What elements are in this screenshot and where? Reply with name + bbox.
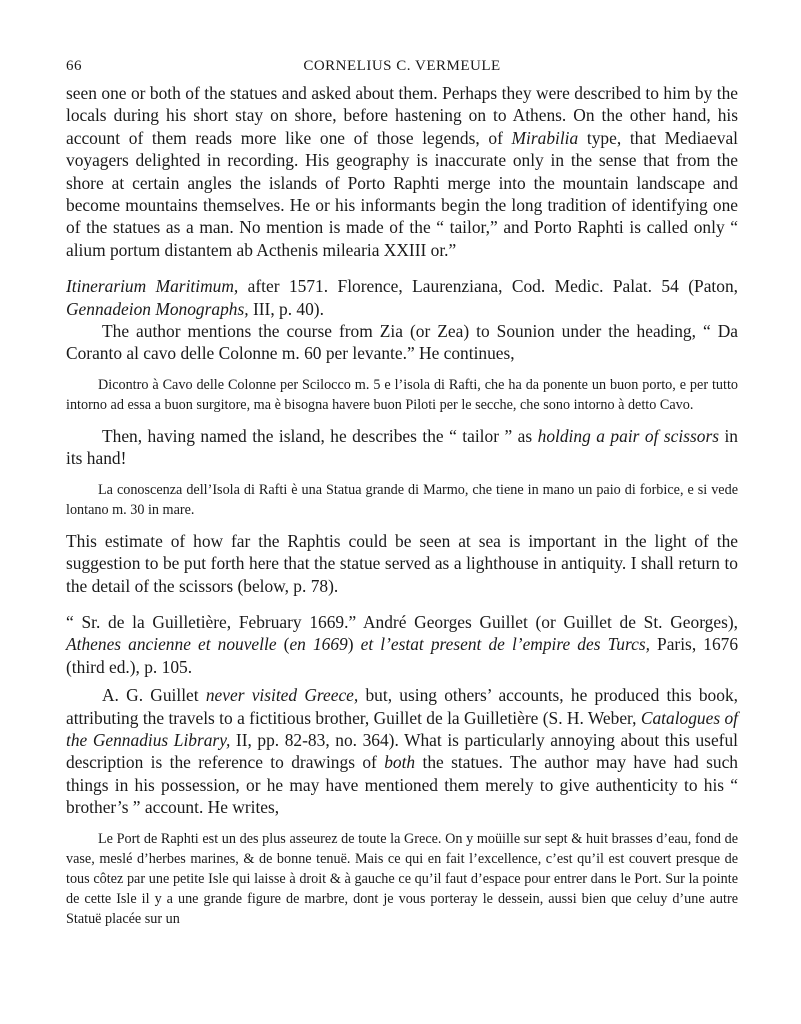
source-entry-itinerarium: Itinerarium Maritimum, after 1571. Florence, Laurenziana, Cod. Medic. Palat. 54 (Paton, Gennadeion Monographs, III, p. 40). xyxy=(66,276,738,319)
paragraph-course: The author mentions the course from Zia (or Zea) to Sounion under the heading, “ Da Coranto al cavo delle Colonne m. 60 per levante.” He continues, xyxy=(66,321,738,364)
block-quote-italian-1: Dicontro à Cavo delle Colonne per Scilocco m. 5 e l’isola di Rafti, che ha da ponente un buon porto, e per tutto intorno ad essa a buon surgitore, ma è bisogna havere buon Piloti per le secche, che sono intorno à detto Cavo. xyxy=(66,376,738,413)
paragraph-continued: seen one or both of the statues and asked about them. Perhaps they were described to him by the locals during his short stay on shore, before hastening on to Athens. On the other hand, his account of them reads more like one of those legends, of Mirabilia type, that Mediaeval voyagers delighted in recording. His geography is inaccurate only in the sense that from the shore at certain angles the islands of Porto Raphti merge into the mountain landscape and become mountains themselves. He or his informants begin the long tradition of identifying one of the statues as a man. No mention is made of the “ tailor,” and Porto Raphti is called only “ alium portum distantem ab Acthenis milearia XXIII or.” xyxy=(66,83,738,260)
paragraph-tailor: Then, having named the island, he describes the “ tailor ” as holding a pair of scissors in its hand! xyxy=(66,425,739,469)
running-title: CORNELIUS C. VERMEULE xyxy=(303,58,501,74)
block-quote-french: Le Port de Raphti est un des plus asseurez de toute la Grece. On y moüille sur sept & huit brasses d’eau, fond de vase, meslé d’herbes marines, & de bonne tenuë. Mais ce qui en fait l’excellence, c’est qu’il est couvert presque de tous côtez par une petite Isle qui laisse à droit & à gauche ce qu’il faut d’espace pour entrer dans le Port. Sur la pointe de cette Isle il y a une grande figure de marbre, dont je vous porteray le dessein, aussi bien que celuy d’une autre Statuë placée sur un xyxy=(66,830,738,927)
paragraph-guillet: A. G. Guillet never visited Greece, but, using others’ accounts, he produced this book, attributing the travels to a fictitious brother, Guillet de la Guilletière (S. H. Weber, Catalogues of the Gennadius Library, II, pp. 82-83, no. 364). What is particularly annoying about this useful description is the reference to drawings of both the statues. The author may have had such things in his possession, or he may have mentioned them merely to give authenticity to his “ brother’s ” account. He writes, xyxy=(66,685,739,818)
paragraph-estimate: This estimate of how far the Raphtis could be seen at sea is important in the light of the suggestion to be put forth here that the statue served as a lighthouse in antiquity. I shall return to the detail of the scissors (below, p. 78). xyxy=(66,530,738,596)
running-header xyxy=(66,52,738,82)
document-page xyxy=(66,52,738,929)
block-quote-italian-2: La conoscenza dell’Isola di Rafti è una Statua grande di Marmo, che tiene in mano un paio di forbice, e si vede lontano m. 30 in mare. xyxy=(66,481,738,518)
page-number: 66 xyxy=(66,58,82,74)
source-entry-guilletiere: “ Sr. de la Guilletière, February 1669.” André Georges Guillet (or Guillet de St. Georges), Athenes ancienne et nouvelle (en 1669) et l’estat present de l’empire des Turcs, Paris, 1676 (third ed.), p. 105. xyxy=(66,611,739,677)
